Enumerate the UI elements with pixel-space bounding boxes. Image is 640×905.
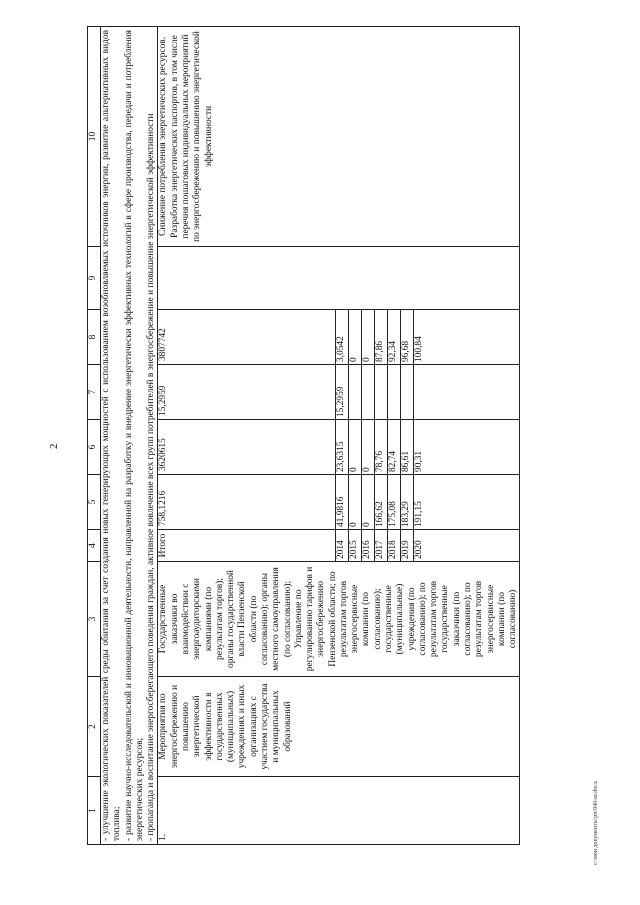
year-c8: 96,68 [401,310,414,365]
col-num: 2 [88,677,101,777]
year-c8: 87,86 [375,310,388,365]
goal-item: - пропаганда и воспитание энергосберегающего поведения граждан, активное вовлечение всех групп потребителей в энергосбережение и повышение энергетической эффективности [146,113,157,841]
year: 2017 [375,530,388,562]
activity-row-total [158,27,336,845]
year-c5: 175,08 [388,475,401,530]
year-c6: 0 [362,420,375,475]
col-num: 8 [88,310,101,365]
column-number-row [88,27,101,845]
year-c8: 100,84 [414,310,520,365]
year-c5: 183,29 [401,475,414,530]
year: 2015 [349,530,362,562]
year-c7 [362,365,375,420]
year-c8: 3,0542 [336,310,349,365]
year: 2019 [401,530,414,562]
total-c7: 15,2959 [158,365,336,420]
year-c8: 0 [362,310,375,365]
goal-item: - улучшение экологических показателей среды обитания за счет создания новых генерирующих мощностей с использованием возобновляемых источников энергии, развитие альтернативных видов топлива; [101,30,123,841]
col-num: 10 [88,27,101,247]
col-num: 5 [88,475,101,530]
page-number: 2 [48,443,60,449]
year-c7 [349,365,362,420]
year-c6: 86,61 [401,420,414,475]
year-c5: 0 [349,475,362,530]
total-c8: 3807742 [158,310,336,365]
goal-item: - развитие научно-исследовательской и инновационной деятельности, направленной на разработку и внедрение энергетически эффективных технологий в сфере производства, передачи и потребления энергетических ресурсов; [123,30,145,841]
year-c5: 41,9816 [336,475,349,530]
program-table [87,26,520,845]
col-num: 6 [88,420,101,475]
goals-row [101,27,158,845]
year-c5: 166,62 [375,475,388,530]
year-c8: 92,34 [388,310,401,365]
col9-empty [158,247,520,310]
year-c6: 78,76 [375,420,388,475]
year-c6: 23,6315 [336,420,349,475]
year-c7 [414,365,520,420]
year-c7 [375,365,388,420]
col-num: 4 [88,530,101,562]
year: 2018 [388,530,401,562]
col-num: 7 [88,365,101,420]
year: 2020 [414,530,520,562]
col-num: 1 [88,777,101,845]
executors: Государственные заказчики во взаимодействии с энергоаудиторскими компаниями (по результатам торгов); органы государственной власти Пензенской области (по согласованию); органы местного самоуправления (по согласованию); Управление по регулированию тарифов и энергосбережению Пензенской области; по результатам торгов энергосервисные компании (по согласованию); государственные (муниципальные) учреждения (по согласованию); по результатам торгов государственные заказчики (по согласованию); по результатам торгов энергосервисные компании (по согласованию) [158,562,520,677]
year-c5: 0 [362,475,375,530]
row-number: 1. [158,777,520,845]
year: 2014 [336,530,349,562]
year-c5: 191,15 [414,475,520,530]
year-c8: 0 [349,310,362,365]
year: 2016 [362,530,375,562]
total-c6: 3620615 [158,420,336,475]
expected-result: Снижение потребления энергетических ресурсов. Разработка энергетических паспортов, в том числе перечня пошаговых индивидуальных мероприятий по энергосбережению и повышению энергетической эффективности [158,27,520,247]
year-c6: 82,74 [388,420,401,475]
year-c7 [401,365,414,420]
year-c6: 0 [349,420,362,475]
total-c5: 758,1216 [158,475,336,530]
goals-cell [101,27,158,845]
year-c7 [388,365,401,420]
year-c7: 15,2959 [336,365,349,420]
year-c6: 90,31 [414,420,520,475]
total-label: Итого [158,530,336,562]
col-num: 3 [88,562,101,677]
activity-name: Мероприятия по энергосбережению и повышению энергетической эффективности в государственных (муниципальных) учреждениях и иных организациях с участием государства и муниципальных образований [158,677,520,777]
footer-file-path: c:\мои документы\рп\940-ш.docx [593,781,599,865]
rotated-table-area [87,27,557,845]
col-num: 9 [88,247,101,310]
